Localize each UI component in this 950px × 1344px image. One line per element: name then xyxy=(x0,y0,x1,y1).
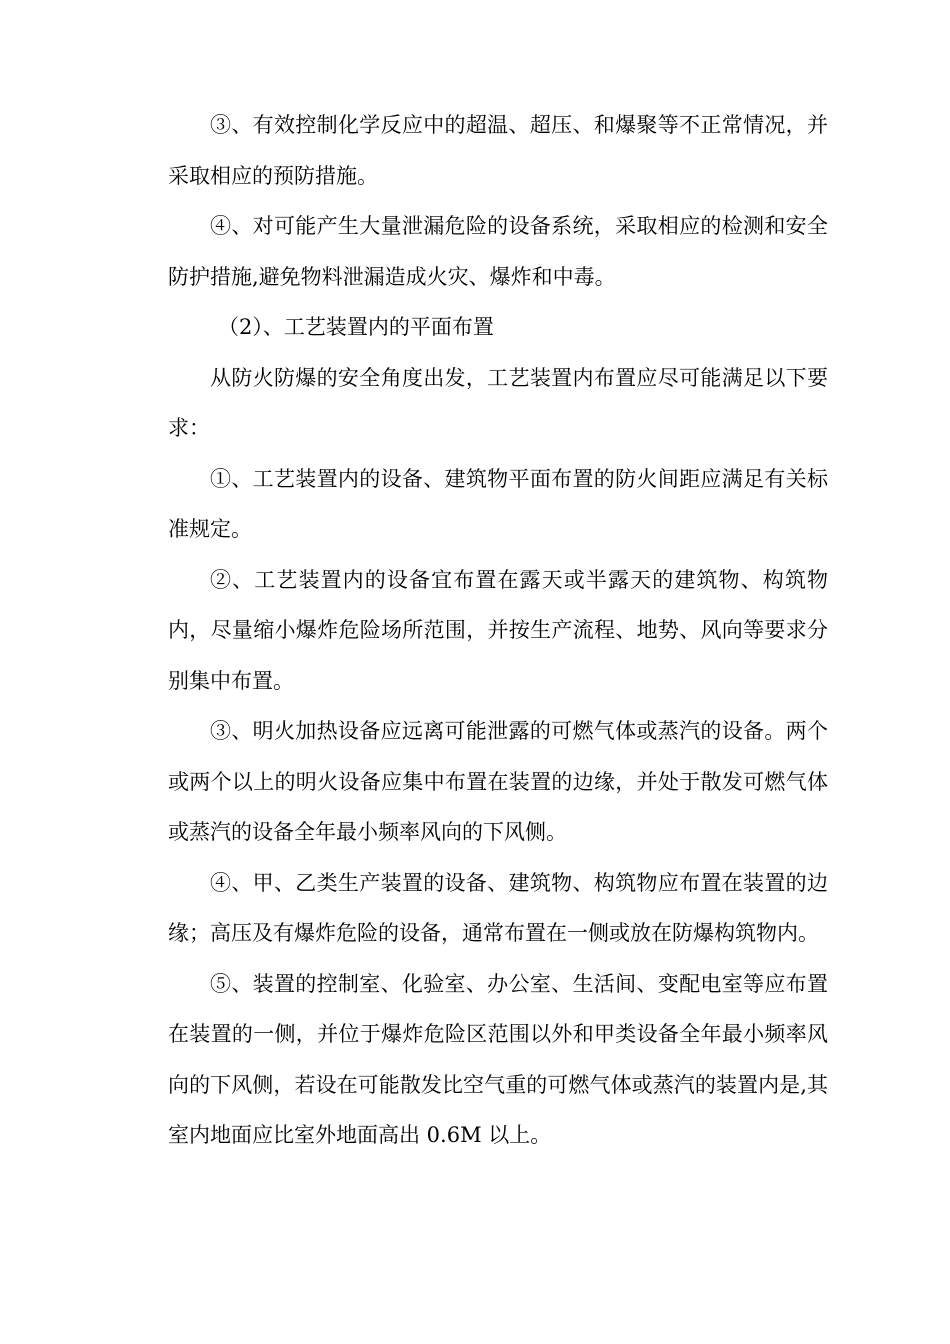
paragraph-item-2-open-air-layout: ②、工艺装置内的设备宜布置在露天或半露天的建筑物、构筑物内，尽量缩小爆炸危险场所范围，并按生产流程、地势、风向等要求分别集中布置。 xyxy=(168,567,828,693)
document-body xyxy=(168,100,828,1161)
section-heading-layout: （2）、工艺装置内的平面布置 xyxy=(218,315,494,339)
paragraph-item-5-control-room: ⑤、装置的控制室、化验室、办公室、生活间、变配电室等应布置在装置的一侧，并位于爆炸危险区范围以外和甲类设备全年最小频率风向的下风侧，若设在可能散发比空气重的可燃气体或蒸汽的装置内是,其室内地面应比室外地面高出 0.6M 以上。 xyxy=(168,971,828,1147)
paragraph-item-3-open-flame: ③、明火加热设备应远离可能泄露的可燃气体或蒸汽的设备。两个或两个以上的明火设备应集中布置在装置的边缘，并处于散发可燃气体或蒸汽的设备全年最小频率风向的下风侧。 xyxy=(168,719,828,844)
paragraph-item-1-fire-spacing: ①、工艺装置内的设备、建筑物平面布置的防火间距应满足有关标准规定。 xyxy=(168,466,828,541)
paragraph-item-4-class-ab-devices: ④、甲、乙类生产装置的设备、建筑物、构筑物应布置在装置的边缘；高压及有爆炸危险的设备，通常布置在一侧或放在防爆构筑物内。 xyxy=(168,870,828,945)
paragraph-item-3-control-reaction: ③、有效控制化学反应中的超温、超压、和爆聚等不正常情况，并采取相应的预防措施。 xyxy=(168,113,828,188)
paragraph-layout-intro: 从防火防爆的安全角度出发，工艺装置内布置应尽可能满足以下要求： xyxy=(168,365,828,440)
paragraph-item-4-leak-protection: ④、对可能产生大量泄漏危险的设备系统，采取相应的检测和安全防护措施,避免物料泄漏造成火灾、爆炸和中毒。 xyxy=(168,214,828,289)
